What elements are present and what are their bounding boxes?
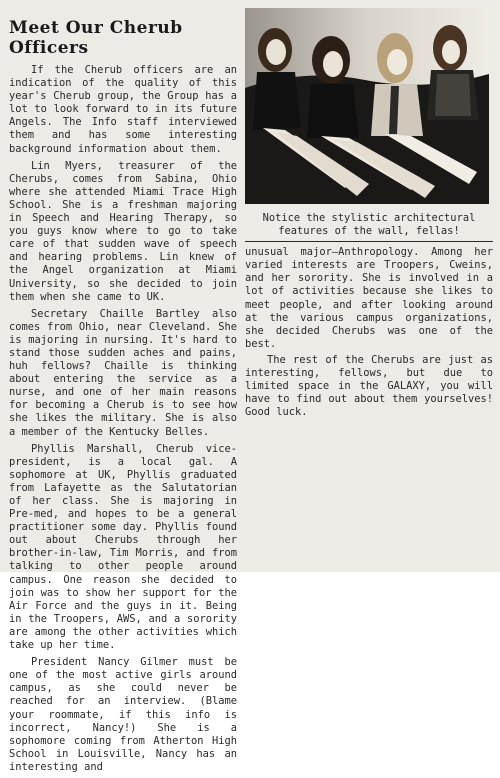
- paragraph-intro: If the Cherub officers are an indication of the quality of this year's Cherub group, the Group has a lot to look forward to in its future Angels. The Info staff interviewed them and has some interesting background information about them.: [9, 64, 237, 155]
- paragraph-lin-myers: Lin Myers, treasurer of the Cherubs, comes from Sabina, Ohio where she attended Miami Trace High School. She is a freshman majoring in Speech and Hearing Therapy, so you guys know where to go to take care of that sudden wave of speech and hearing problems. Lin knew of the Angel organization at Miami University, so she decided to join them when she came to UK.: [9, 159, 237, 303]
- right-column-text: [245, 246, 493, 419]
- left-column: [9, 18, 237, 778]
- group-photo: [245, 8, 489, 204]
- right-column: [245, 8, 493, 422]
- paragraph-nancy-continued: unusual major—Anthropology. Among her varied interests are Troopers, Cweins, and her sorority. She is involved in a lot of activities because she likes to meet people, and after looking around at the various campus organizations, she decided Cherubs was one of the best.: [245, 246, 493, 350]
- paragraph-phyllis-marshall: Phyllis Marshall, Cherub vice-president, is a local gal. A sophomore at UK, Phyllis graduated from Lafayette as the Salutatorian of her class. She is majoring in Pre-med, and hopes to be a general practitioner some day. Phyllis found out about Cherubs through her brother-in-law, Tim Morris, and from talking to other people around campus. One reason she decided to join was to show her support for the Air Force and the guys in it. Being in the Troopers, AWS, and a sorority are among the other activities which take up her time.: [9, 442, 237, 652]
- paragraph-closing: The rest of the Cherubs are just as interesting, fellows, but due to limited space in the GALAXY, you will have to find out about them yourselves! Good luck.: [245, 353, 493, 419]
- group-photo-image: [245, 8, 489, 204]
- paragraph-nancy-gilmer: President Nancy Gilmer must be one of the most active girls around campus, as she could never be reached for an interview. (Blame your roommate, if this info is incorrect, Nancy!) She is a sophomore coming from Atherton High School in Louisville, Nancy has an interesting and: [9, 656, 237, 773]
- paragraph-chaille-bartley: Secretary Chaille Bartley also comes from Ohio, near Cleveland. She is majoring in nursing. It's hard to stand those sudden aches and pains, huh fellows? Chaille is thinking about entering the service as a nurse, and one of her main reasons for becoming a Cherub is to see how she likes the military. She is also a member of the Kentucky Belles.: [9, 307, 237, 438]
- article-headline: Meet Our Cherub Officers: [9, 18, 183, 58]
- photo-caption: Notice the stylistic architectural features of the wall, fellas!: [245, 212, 493, 242]
